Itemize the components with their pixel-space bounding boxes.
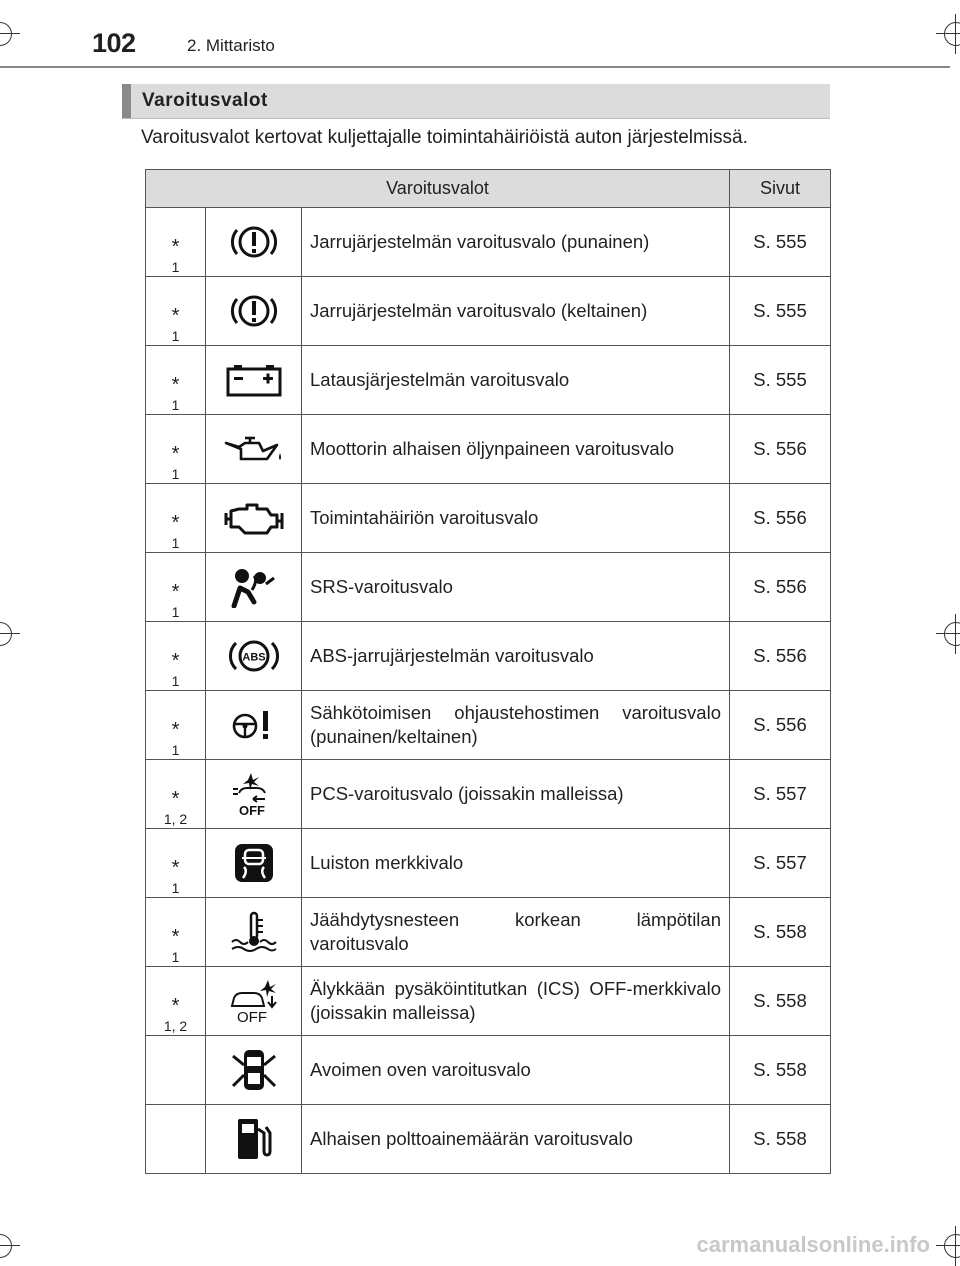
footnote-ref: 1 [171,604,180,620]
footnote-cell [146,967,206,1036]
icon-cell [206,760,302,829]
description-cell: PCS-varoitusvalo (joissakin malleissa) [302,760,730,829]
registration-mark [0,14,20,54]
brake-warning-icon [206,222,301,262]
watermark: carmanualsonline.info [696,1232,930,1257]
asterisk-mark: * [171,236,180,258]
intro-text: Varoitusvalot kertovat kuljettajalle toimintahäiriöistä auton järjestelmissä. [141,127,748,148]
table-header-row [146,170,831,208]
page-reference: S. 558 [730,898,831,967]
icon-off-label: OFF [236,1009,267,1024]
table-row [146,346,831,415]
coolant-temp-icon [206,911,301,953]
warning-lights-table [145,169,831,1174]
description-cell: Avoimen oven varoitusvalo [302,1036,730,1105]
footnote-cell [146,346,206,415]
asterisk-mark: * [171,926,180,948]
description-cell: Moottorin alhaisen öljynpaineen varoitusvalo [302,415,730,484]
asterisk-mark: * [171,857,180,879]
icon-cell [206,829,302,898]
page-number: 102 [92,28,136,58]
page-reference: S. 556 [730,691,831,760]
description-cell: Toimintahäiriön varoitusvalo [302,484,730,553]
icon-cell [206,1036,302,1105]
footnote-cell [146,484,206,553]
footnote-cell [146,829,206,898]
icon-cell [206,898,302,967]
asterisk-mark: * [171,374,180,396]
registration-mark [936,14,960,54]
page-reference: S. 555 [730,208,831,277]
chapter-title: 2. Mittaristo [187,36,275,55]
footnote-ref: 1 [171,535,180,551]
asterisk-mark: * [171,650,180,672]
icon-cell [206,1105,302,1174]
page-reference: S. 555 [730,277,831,346]
header-rule [0,66,950,68]
footnote-ref: 1 [171,259,180,275]
footnote-cell [146,415,206,484]
icon-cell [206,346,302,415]
footnote-cell [146,553,206,622]
icon-cell [206,484,302,553]
page-reference: S. 558 [730,967,831,1036]
icon-off-label: OFF [238,803,265,817]
asterisk-mark: * [171,581,180,603]
footnote-ref: 1 [171,742,180,758]
page-reference: S. 558 [730,1105,831,1174]
description-cell: Alhaisen polttoainemäärän varoitusvalo [302,1105,730,1174]
table-row [146,208,831,277]
header-pages: Sivut [730,170,831,208]
asterisk-mark: * [171,995,180,1017]
srs-airbag-icon [206,566,301,608]
icon-cell [206,553,302,622]
section-accent [122,84,131,118]
footnote-cell [146,277,206,346]
battery-icon [206,362,301,398]
footnote-ref: 1 [171,673,180,689]
page-reference: S. 557 [730,829,831,898]
svg-text:ABS: ABS [241,651,266,664]
footnote-ref: 1, 2 [163,1018,188,1034]
footnote-ref: 1 [171,880,180,896]
footnote-cell [146,898,206,967]
low-fuel-icon [206,1117,301,1161]
asterisk-mark: * [171,788,180,810]
icon-cell [206,208,302,277]
table-row [146,898,831,967]
open-door-icon [206,1048,301,1092]
icon-cell [206,277,302,346]
page-reference: S. 556 [730,553,831,622]
table-row [146,1036,831,1105]
oil-pressure-icon [206,431,301,467]
page-reference: S. 556 [730,622,831,691]
table-row [146,622,831,691]
table-row [146,967,831,1036]
description-cell: Älykkään pysäköintitutkan (ICS) OFF-merkkivalo (joissakin malleissa) [302,967,730,1036]
description-cell: Latausjärjestelmän varoitusvalo [302,346,730,415]
header-warning-lights: Varoitusvalot [146,170,730,208]
footnote-ref: 1 [171,949,180,965]
abs-icon [206,636,301,676]
table-row [146,484,831,553]
registration-mark [936,1226,960,1266]
footnote-ref: 1 [171,397,180,413]
page-reference: S. 555 [730,346,831,415]
footnote-cell [146,760,206,829]
page-reference: S. 556 [730,484,831,553]
asterisk-mark: * [171,305,180,327]
power-steering-icon [206,707,301,743]
icon-cell [206,967,302,1036]
icon-cell [206,691,302,760]
asterisk-mark: * [171,443,180,465]
table-row [146,829,831,898]
description-cell: Luiston merkkivalo [302,829,730,898]
table-row [146,415,831,484]
description-cell: SRS-varoitusvalo [302,553,730,622]
pcs-off-icon [206,771,301,817]
footnote-ref: 1 [171,466,180,482]
table-row [146,1105,831,1174]
registration-mark [0,1226,20,1266]
footnote-cell [146,691,206,760]
icon-cell [206,622,302,691]
page-reference: S. 557 [730,760,831,829]
description-cell: Jarrujärjestelmän varoitusvalo (punainen) [302,208,730,277]
ics-off-icon [206,978,301,1024]
description-cell: Jarrujärjestelmän varoitusvalo (keltainen) [302,277,730,346]
description-cell: Jäähdytysnesteen korkean lämpötilan varoitusvalo [302,898,730,967]
footnote-ref: 1 [171,328,180,344]
description-cell: Sähkötoimisen ohjaustehostimen varoitusvalo (punainen/keltainen) [302,691,730,760]
asterisk-mark: * [171,719,180,741]
brake-warning-icon [206,291,301,331]
icon-cell [206,415,302,484]
page-reference: S. 556 [730,415,831,484]
table-row [146,277,831,346]
engine-check-icon [206,499,301,537]
description-cell: ABS-jarrujärjestelmän varoitusvalo [302,622,730,691]
registration-mark [0,614,20,654]
registration-mark [936,614,960,654]
table-row [146,691,831,760]
footnote-ref: 1, 2 [163,811,188,827]
slip-indicator-icon [206,843,301,883]
footnote-cell [146,1105,206,1174]
section-heading-bar [122,84,830,119]
asterisk-mark: * [171,512,180,534]
footnote-cell [146,208,206,277]
footnote-cell [146,622,206,691]
footnote-cell [146,1036,206,1105]
section-title: Varoitusvalot [142,90,268,111]
table-row [146,553,831,622]
page-reference: S. 558 [730,1036,831,1105]
table-row [146,760,831,829]
